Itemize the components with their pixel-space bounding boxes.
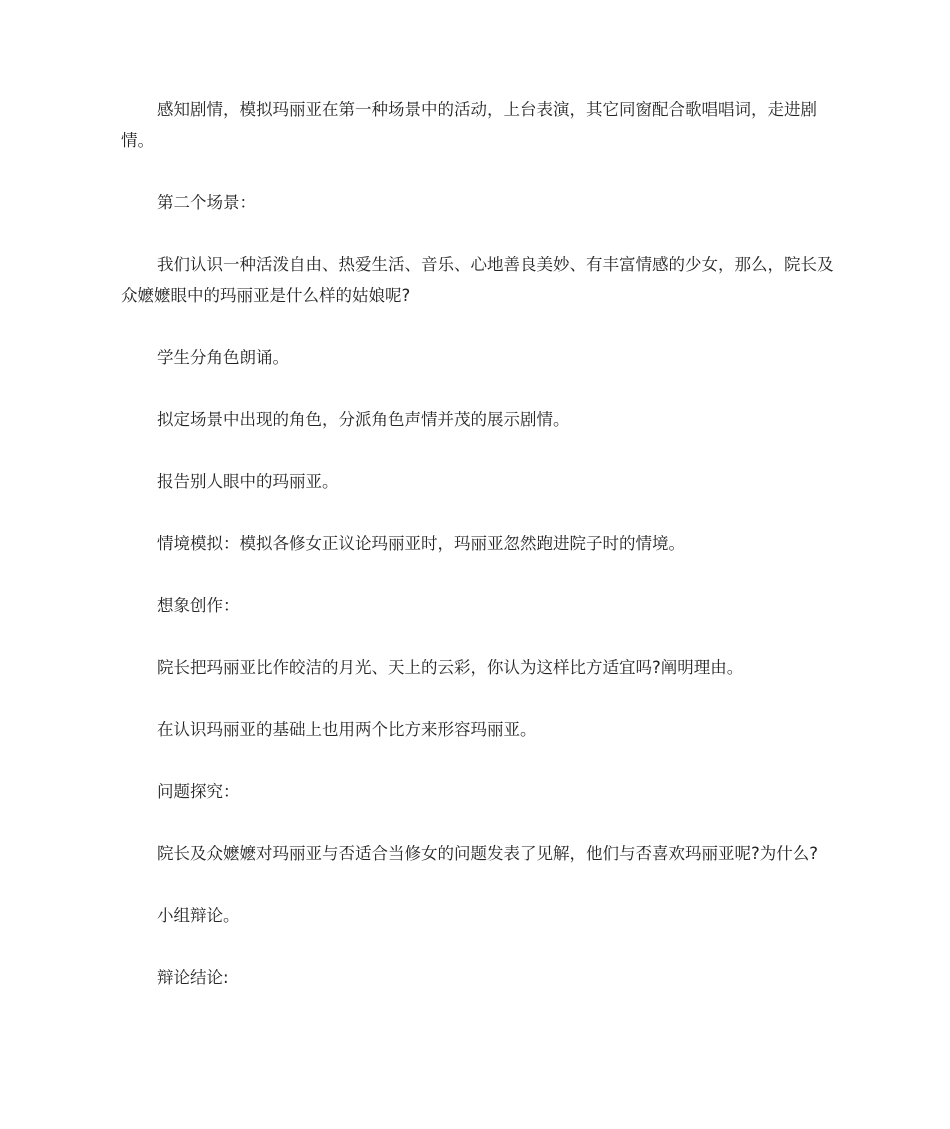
paragraph-gap xyxy=(121,497,837,528)
paragraph-gap xyxy=(121,869,837,900)
paragraph-gap xyxy=(121,435,837,466)
paragraph-gap xyxy=(121,745,837,776)
paragraph-12: 院长及众嬷嬷对玛丽亚与否适合当修女的问题发表了见解，他们与否喜欢玛丽亚呢?为什么? xyxy=(157,844,819,863)
paragraph-5: 拟定场景中出现的角色，分派角色声情并茂的展示剧情。 xyxy=(157,410,570,429)
paragraph-gap xyxy=(121,311,837,342)
paragraph-gap xyxy=(121,931,837,962)
paragraph-11: 问题探究： xyxy=(157,782,240,801)
paragraph-3: 我们认识一种活泼自由、热爱生活、音乐、心地善良美妙、有丰富情感的少女，那么，院长及众嬷嬷眼中的玛丽亚是什么样的姑娘呢? xyxy=(121,255,834,305)
paragraph-1: 感知剧情，模拟玛丽亚在第一种场景中的活动，上台表演，其它同窗配合歌唱唱词，走进剧情。 xyxy=(121,100,817,150)
paragraph-13: 小组辩论。 xyxy=(157,906,240,925)
paragraph-gap xyxy=(121,807,837,838)
paragraph-gap xyxy=(121,621,837,652)
paragraph-gap xyxy=(121,683,837,714)
paragraph-10: 在认识玛丽亚的基础上也用两个比方来形容玛丽亚。 xyxy=(157,720,537,739)
paragraph-4: 学生分角色朗诵。 xyxy=(157,348,289,367)
paragraph-6: 报告别人眼中的玛丽亚。 xyxy=(157,472,339,491)
paragraph-9: 院长把玛丽亚比作皎洁的月光、天上的云彩，你认为这样比方适宜吗?阐明理由。 xyxy=(157,658,744,677)
paragraph-gap xyxy=(121,156,837,187)
paragraph-2: 第二个场景： xyxy=(157,193,256,212)
paragraph-gap xyxy=(121,218,837,249)
document-page xyxy=(121,94,837,993)
paragraph-7: 情境模拟：模拟各修女正议论玛丽亚时，玛丽亚忽然跑进院子时的情境。 xyxy=(157,534,685,553)
paragraph-14: 辩论结论: xyxy=(157,968,229,987)
paragraph-gap xyxy=(121,373,837,404)
paragraph-8: 想象创作： xyxy=(157,596,240,615)
paragraph-gap xyxy=(121,559,837,590)
